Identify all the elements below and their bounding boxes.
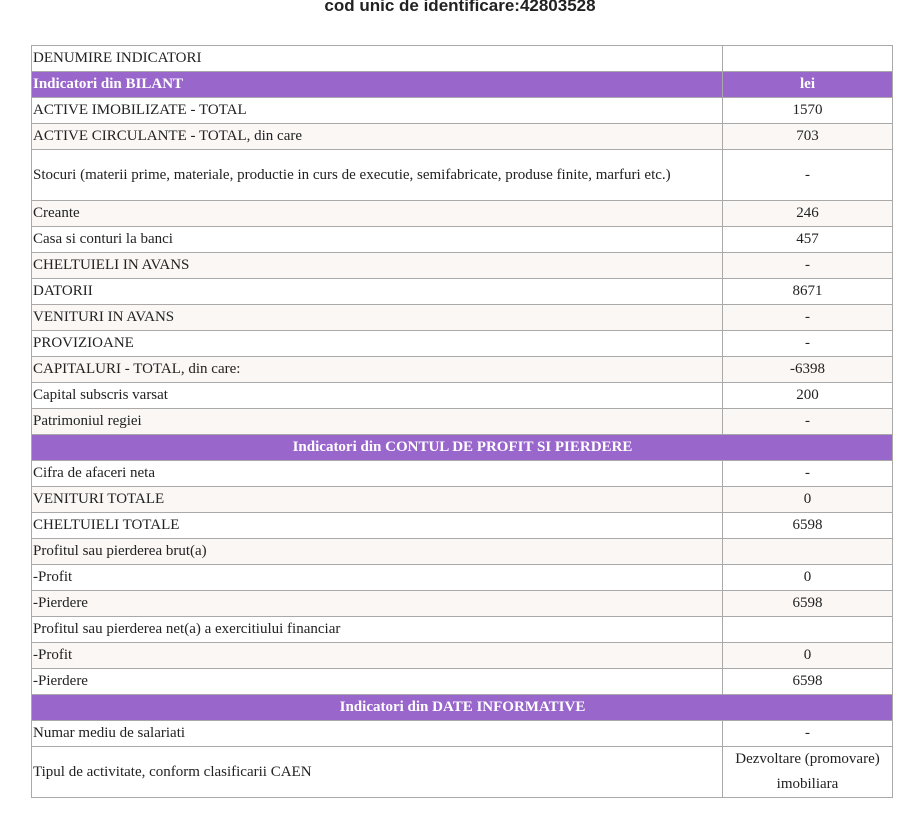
row-value: 6598 [723, 669, 893, 695]
row-value: 8671 [723, 279, 893, 305]
header-label-cell: DENUMIRE INDICATORI [32, 46, 723, 72]
row-value: 246 [723, 201, 893, 227]
table-row [32, 383, 893, 409]
row-value: 0 [723, 487, 893, 513]
table-row [32, 643, 893, 669]
row-label: -Profit [32, 565, 723, 591]
row-value: 1570 [723, 98, 893, 124]
row-label: Numar mediu de salariati [32, 721, 723, 747]
row-label: -Pierdere [32, 669, 723, 695]
row-value: - [723, 721, 893, 747]
row-value: 457 [723, 227, 893, 253]
table-row [32, 513, 893, 539]
table-row [32, 150, 893, 201]
table-row [32, 331, 893, 357]
table-row [32, 98, 893, 124]
row-value: - [723, 409, 893, 435]
row-value: 6598 [723, 513, 893, 539]
section-header-bilant [32, 72, 893, 98]
row-label: -Profit [32, 643, 723, 669]
table-row [32, 305, 893, 331]
row-label: Creante [32, 201, 723, 227]
table-row [32, 669, 893, 695]
table-row [32, 539, 893, 565]
table-row [32, 591, 893, 617]
row-value: 6598 [723, 591, 893, 617]
table-row [32, 357, 893, 383]
row-value: - [723, 331, 893, 357]
row-label: DATORII [32, 279, 723, 305]
header-value-cell [723, 46, 893, 72]
table-row [32, 565, 893, 591]
row-value: -6398 [723, 357, 893, 383]
row-value: - [723, 461, 893, 487]
row-value: - [723, 305, 893, 331]
table-row [32, 201, 893, 227]
row-label: Casa si conturi la banci [32, 227, 723, 253]
section-title: Indicatori din BILANT [32, 72, 723, 98]
row-label: ACTIVE IMOBILIZATE - TOTAL [32, 98, 723, 124]
table-row [32, 409, 893, 435]
table-row [32, 279, 893, 305]
row-value: - [723, 150, 893, 201]
row-label: -Pierdere [32, 591, 723, 617]
unit-label: lei [723, 72, 893, 98]
row-label: Cifra de afaceri neta [32, 461, 723, 487]
row-value: 200 [723, 383, 893, 409]
row-value [723, 539, 893, 565]
row-value: 0 [723, 565, 893, 591]
table-row [32, 124, 893, 150]
table-header-row [32, 46, 893, 72]
row-label: CHELTUIELI TOTALE [32, 513, 723, 539]
section-title: Indicatori din DATE INFORMATIVE [32, 695, 893, 721]
row-value: Dezvoltare (promovare) imobiliara [723, 747, 893, 798]
table-row [32, 227, 893, 253]
row-label: Tipul de activitate, conform clasificarii CAEN [32, 747, 723, 798]
table-row [32, 461, 893, 487]
row-label: Patrimoniul regiei [32, 409, 723, 435]
row-label: Capital subscris varsat [32, 383, 723, 409]
row-label: ACTIVE CIRCULANTE - TOTAL, din care [32, 124, 723, 150]
table-row [32, 747, 893, 798]
row-value: 0 [723, 643, 893, 669]
table-row [32, 721, 893, 747]
financial-indicators-table [31, 45, 893, 798]
row-label: CAPITALURI - TOTAL, din care: [32, 357, 723, 383]
page-title: cod unic de identificare:42803528 [324, 0, 596, 15]
row-label: VENITURI IN AVANS [32, 305, 723, 331]
row-value: 703 [723, 124, 893, 150]
row-value: - [723, 253, 893, 279]
section-title: Indicatori din CONTUL DE PROFIT SI PIERDERE [32, 435, 893, 461]
row-label: PROVIZIOANE [32, 331, 723, 357]
table-row [32, 617, 893, 643]
table-row [32, 253, 893, 279]
row-label: Profitul sau pierderea brut(a) [32, 539, 723, 565]
row-label: CHELTUIELI IN AVANS [32, 253, 723, 279]
row-label: VENITURI TOTALE [32, 487, 723, 513]
row-label: Profitul sau pierderea net(a) a exercitiului financiar [32, 617, 723, 643]
section-header-profit [32, 435, 893, 461]
row-label: Stocuri (materii prime, materiale, productie in curs de executie, semifabricate, produse finite, marfuri etc.) [32, 150, 723, 201]
table-row [32, 487, 893, 513]
section-header-info [32, 695, 893, 721]
row-value [723, 617, 893, 643]
